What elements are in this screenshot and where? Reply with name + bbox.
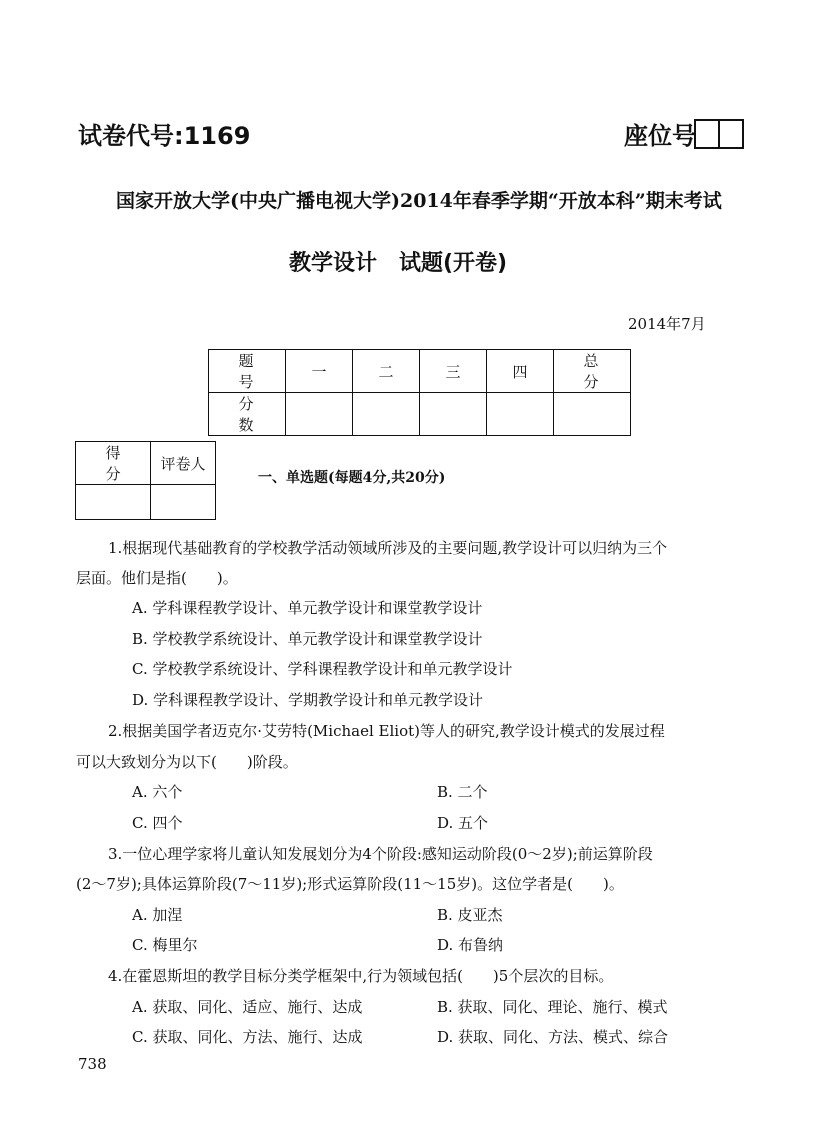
option-a: A. 六个 xyxy=(132,783,183,801)
question-text: 1.根据现代基础教育的学校教学活动领域所涉及的主要问题,教学设计可以归纳为三个 xyxy=(108,539,668,557)
score-cell: 总 分 xyxy=(554,350,631,393)
option-c: C. 获取、同化、方法、施行、达成 xyxy=(132,1028,363,1046)
grader-table xyxy=(75,441,216,520)
score-blank xyxy=(554,393,631,436)
question-text: 2.根据美国学者迈克尔·艾劳特(Michael Eliot)等人的研究,教学设计模式的发展过程 xyxy=(108,722,665,740)
exam-date: 2014年7月 xyxy=(628,315,706,333)
option-d: D. 学科课程教学设计、学期教学设计和单元教学设计 xyxy=(132,691,484,709)
score-cell: 题 号 xyxy=(209,350,286,393)
question-text: 可以大致划分为以下( )阶段。 xyxy=(76,753,298,771)
option-b: B. 学校教学系统设计、单元教学设计和课堂教学设计 xyxy=(132,630,483,648)
option-d: D. 五个 xyxy=(437,814,489,832)
score-table-score-row xyxy=(209,393,631,436)
grader-blank xyxy=(76,485,151,520)
option-a: A. 获取、同化、适应、施行、达成 xyxy=(132,998,363,1016)
seat-number-field xyxy=(624,116,744,151)
score-cell: 三 xyxy=(420,350,487,393)
score-cell: 一 xyxy=(286,350,353,393)
question-text: (2～7岁);具体运算阶段(7～11岁);形式运算阶段(11～15岁)。这位学者是( )。 xyxy=(76,875,624,893)
exam-code: 试卷代号:1169 xyxy=(78,122,251,150)
score-table xyxy=(208,349,642,436)
seat-box xyxy=(694,119,720,149)
question-text: 3.一位心理学家将儿童认知发展划分为4个阶段:感知运动阶段(0～2岁);前运算阶段 xyxy=(108,845,653,863)
seat-label: 座位号 xyxy=(624,122,696,150)
option-c: C. 四个 xyxy=(132,814,183,832)
score-cell: 四 xyxy=(487,350,554,393)
score-blank xyxy=(353,393,420,436)
question-text: 层面。他们是指( )。 xyxy=(76,569,238,587)
grader-blank xyxy=(151,485,216,520)
option-b: B. 获取、同化、理论、施行、模式 xyxy=(437,998,668,1016)
option-c: C. 梅里尔 xyxy=(132,936,198,954)
question-text: 4.在霍恩斯坦的教学目标分类学框架中,行为领域包括( )5个层次的目标。 xyxy=(108,967,614,985)
score-blank xyxy=(420,393,487,436)
score-table-header-row xyxy=(209,350,631,393)
section-title: 一、单选题(每题4分,共20分) xyxy=(258,470,446,486)
score-cell: 二 xyxy=(353,350,420,393)
option-b: B. 二个 xyxy=(437,783,488,801)
page-number: 738 xyxy=(78,1055,107,1073)
exam-title: 教学设计 试题(开卷) xyxy=(289,251,508,276)
score-blank xyxy=(487,393,554,436)
option-a: A. 学科课程教学设计、单元教学设计和课堂教学设计 xyxy=(132,599,483,617)
option-d: D. 布鲁纳 xyxy=(437,936,504,954)
seat-box xyxy=(718,119,744,149)
score-row-label: 分 数 xyxy=(209,393,286,436)
grader-header: 得 分 xyxy=(76,442,151,485)
option-b: B. 皮亚杰 xyxy=(437,906,503,924)
option-c: C. 学校教学系统设计、学科课程教学设计和单元教学设计 xyxy=(132,660,513,678)
option-a: A. 加涅 xyxy=(132,906,183,924)
exam-header: 国家开放大学(中央广播电视大学)2014年春季学期“开放本科”期末考试 xyxy=(116,190,722,212)
grader-header: 评卷人 xyxy=(151,442,216,485)
option-d: D. 获取、同化、方法、模式、综合 xyxy=(437,1028,669,1046)
